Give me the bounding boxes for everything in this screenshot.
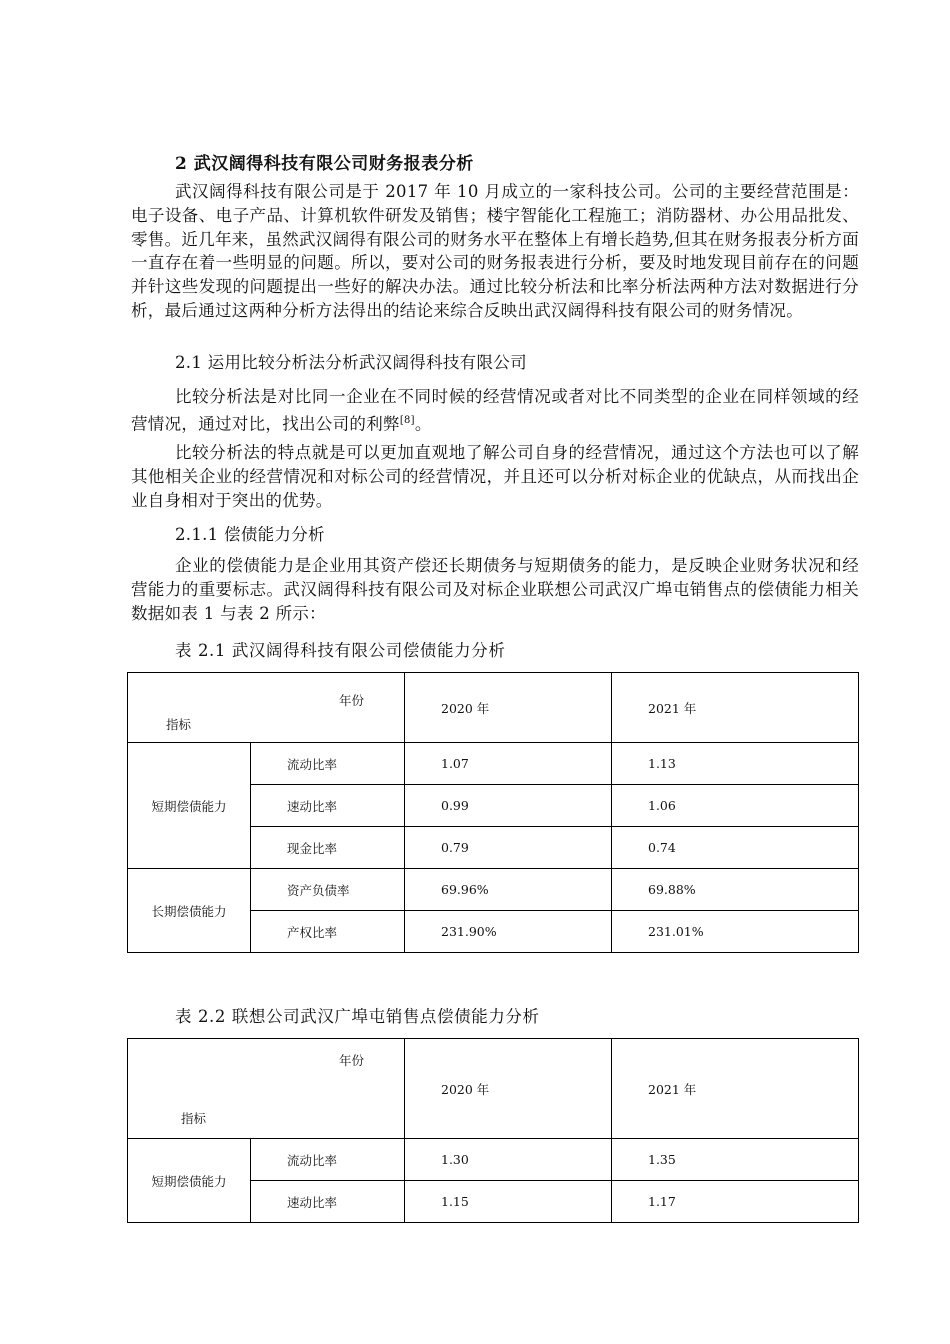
table2-header-row [128,1039,859,1139]
table-cell-label: 资产负债率 [251,869,405,911]
table-cell-value: 1.35 [612,1139,859,1181]
table-cell-value: 1.15 [405,1181,612,1223]
table1-group-short: 短期偿债能力 [128,743,251,869]
table-cell-value: 69.88% [612,869,859,911]
table1-header-year: 年份 [338,693,364,708]
table2-solvency [127,1038,859,1223]
table-cell-label: 流动比率 [251,1139,405,1181]
table1-col-2020: 2020 年 [405,673,612,743]
citation-marker: [8] [399,414,415,426]
table-row [128,1139,859,1181]
table1-header-row [128,673,859,743]
table-cell-label: 速动比率 [251,1181,405,1223]
solvency-paragraph: 企业的偿债能力是企业用其资产偿还长期债务与短期债务的能力，是反映企业财务状况和经营能力的重要标志。武汉阔得科技有限公司及对标企业联想公司武汉广埠屯销售点的偿债能力相关数据如表 1 与表 2 所示： [131,556,859,623]
table-cell-value: 1.13 [612,743,859,785]
section-title: 2 武汉阔得科技有限公司财务报表分析 [175,154,474,174]
compare-paragraph-1 [131,385,859,436]
table-cell-value: 231.90% [405,911,612,953]
table-cell-label: 现金比率 [251,827,405,869]
table1-solvency [127,672,859,953]
compare-paragraph-1-text: 比较分析法是对比同一企业在不同时候的经营情况或者对比不同类型的企业在同样领域的经营情况，通过对比，找出公司的利弊 [131,387,859,434]
table-cell-value: 0.99 [405,785,612,827]
intro-paragraph: 武汉阔得科技有限公司是于 2017 年 10 月成立的一家科技公司。公司的主要经营范围是：电子设备、电子产品、计算机软件研发及销售；楼宇智能化工程施工；消防器材、办公用品批发、零售。近几年来，虽然武汉阔得有限公司的财务水平在整体上有增长趋势,但其在财务报表分析方面一直存在着一些明显的问题。所以，要对公司的财务报表进行分析，要及时地发现目前存在的问题并针这些发现的问题提出一些好的解决办法。通过比较分析法和比率分析法两种方法对数据进行分析，最后通过这两种分析方法得出的结论来综合反映出武汉阔得科技有限公司的财务情况。 [131,182,859,320]
compare-paragraph-1-end: 。 [414,414,432,434]
table1-header-diagonal-cell [128,673,405,743]
table-cell-label: 流动比率 [251,743,405,785]
table2-group-short: 短期偿债能力 [128,1139,251,1223]
table1-col-2021: 2021 年 [612,673,859,743]
table-cell-value: 1.06 [612,785,859,827]
table-cell-value: 1.17 [612,1181,859,1223]
table2-col-2021: 2021 年 [612,1039,859,1139]
compare-paragraph-2: 比较分析法的特点就是可以更加直观地了解公司自身的经营情况，通过这个方法也可以了解其他相关企业的经营情况和对标公司的经营情况，并且还可以分析对标企业的优缺点，从而找出企业自身相对于突出的优势。 [131,443,859,510]
table1-header-indicator: 指标 [166,717,192,732]
table-cell-value: 231.01% [612,911,859,953]
table-cell-value: 0.74 [612,827,859,869]
table-cell-value: 0.79 [405,827,612,869]
table2-col-2020: 2020 年 [405,1039,612,1139]
table2-header-year: 年份 [338,1053,364,1068]
subsection-2-1-1-title: 2.1.1 偿债能力分析 [175,525,325,544]
table-row [128,743,859,785]
table-cell-value: 69.96% [405,869,612,911]
table2-header-diagonal-cell [128,1039,405,1139]
table-cell-label: 产权比率 [251,911,405,953]
table1-caption: 表 2.1 武汉阔得科技有限公司偿债能力分析 [175,641,506,660]
table-cell-label: 速动比率 [251,785,405,827]
table-cell-value: 1.30 [405,1139,612,1181]
subsection-2-1-title: 2.1 运用比较分析法分析武汉阔得科技有限公司 [175,353,527,372]
table2-header-indicator: 指标 [181,1111,207,1126]
table-row [128,869,859,911]
table2-caption: 表 2.2 联想公司武汉广埠屯销售点偿债能力分析 [175,1007,540,1026]
table-cell-value: 1.07 [405,743,612,785]
table1-group-long: 长期偿债能力 [128,869,251,953]
